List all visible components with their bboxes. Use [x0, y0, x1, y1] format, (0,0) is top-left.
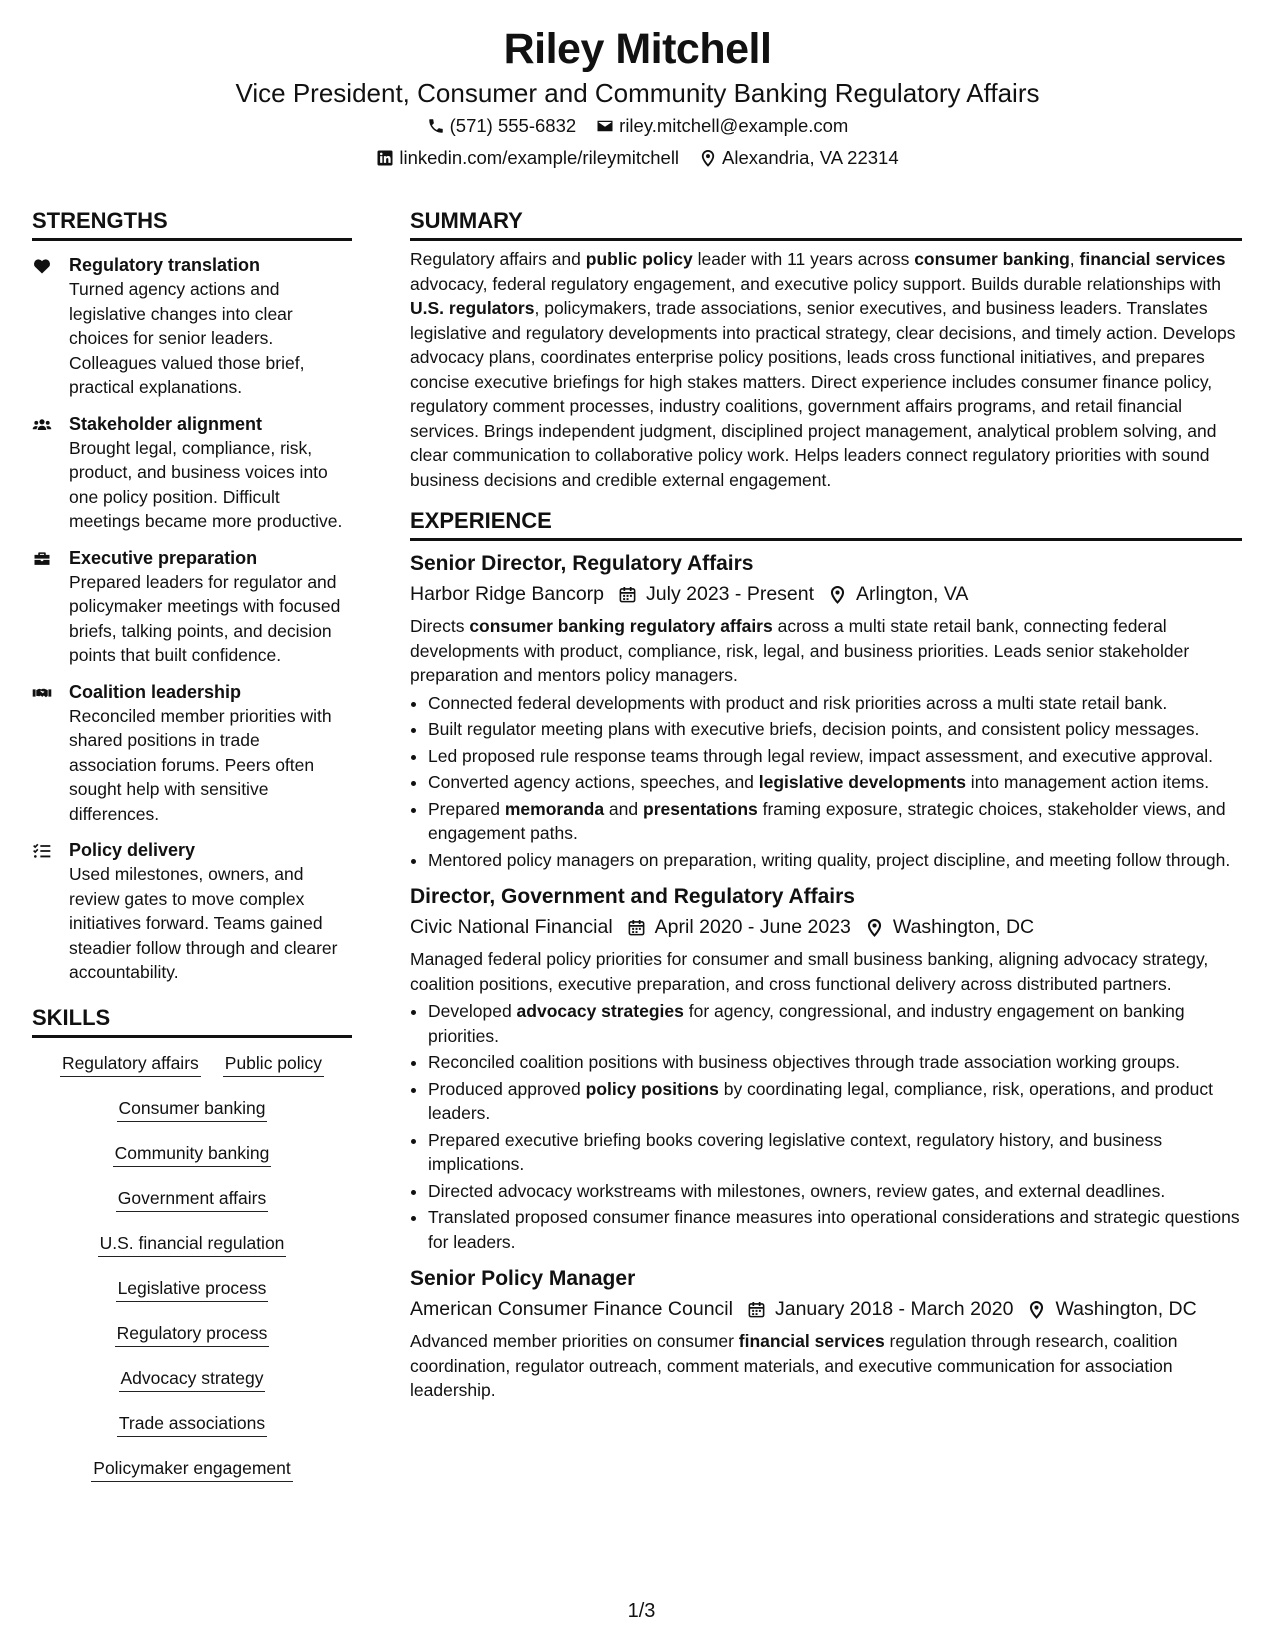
email-contact[interactable] — [596, 110, 848, 142]
strengths-list — [32, 253, 352, 985]
job-description: Directs consumer banking regulatory affairs across a multi state retail bank, connecting federal developments with product, compliance, risk, legal, and business priorities. Leads senior stakeholder preparation and mentors policy managers. — [410, 616, 1190, 685]
strength-body — [69, 412, 352, 534]
strength-description: Brought legal, compliance, risk, product, and business voices into one policy position. Difficult meetings became more productive. — [69, 437, 343, 531]
job-company: Harbor Ridge Bancorp — [410, 583, 605, 605]
job-title: Director, Government and Regulatory Affairs — [410, 885, 855, 908]
linkedin-contact[interactable] — [376, 142, 679, 174]
strength-body — [69, 546, 352, 668]
list-check-icon — [32, 838, 69, 985]
skill-tag: Policymaker engagement — [91, 1455, 292, 1482]
skill-row — [32, 1095, 352, 1140]
skill-tag: Public policy — [223, 1050, 324, 1077]
job-company: American Consumer Finance Council — [410, 1298, 733, 1320]
job-dates — [747, 1294, 1013, 1325]
job-description: Managed federal policy priorities for consumer and small business banking, aligning advocacy strategy, coalition positions, executive preparation, and cross functional delivery across distributed partners. — [410, 949, 1209, 994]
job-bullet: • Reconciled coalition positions with business objectives through trade association working groups. — [428, 1050, 1242, 1075]
strength-item — [32, 680, 352, 827]
strength-body — [69, 838, 352, 985]
job-bullets — [410, 999, 1242, 1254]
map-pin-icon — [865, 918, 884, 937]
job-location-text: Arlington, VA — [856, 583, 969, 605]
envelope-icon — [596, 117, 614, 135]
map-pin-icon — [699, 149, 717, 167]
job-bullet: • Mentored policy managers on preparation, writing quality, project discipline, and meeting follow through. — [428, 848, 1242, 873]
candidate-title: Vice President, Consumer and Community Banking Regulatory Affairs — [235, 78, 1040, 108]
job-bullet: • Translated proposed consumer finance measures into operational considerations and strategic questions for leaders. — [428, 1205, 1242, 1254]
summary-text: Regulatory affairs and public policy leader with 11 years across consumer banking, financial services advocacy, federal regulatory engagement, and executive policy support. Builds durable relationships with U.S. regulators, policymakers, trade associations, senior executives, and business leaders. Translates legislative and regulatory developments into practical strategy, clear decisions, and timely action. Develops advocacy plans, coordinates enterprise policy positions, leads cross functional initiatives, and prepares concise executive briefings for high stakes matters. Direct experience includes consumer finance policy, regulatory comment processes, industry coalitions, government affairs programs, and retail financial services. Brings independent judgment, disciplined project management, analytical problem solving, and clear communication to collaborative policy work. Helps leaders connect regulatory priorities with sound business decisions and credible external engagement. — [410, 249, 1236, 490]
candidate-name: Riley Mitchell — [503, 25, 772, 73]
linkedin-text[interactable]: linkedin.com/example/rileymitchell — [399, 147, 680, 168]
strength-description: Prepared leaders for regulator and policymaker meetings with focused briefs, talking points, and decision points that built confidence. — [69, 571, 341, 665]
job-location — [1027, 1294, 1196, 1325]
page-footer — [0, 1598, 1275, 1624]
job-location — [865, 912, 1034, 943]
skill-row — [32, 1410, 352, 1455]
calendar-icon — [627, 918, 646, 937]
strength-title: Policy delivery — [69, 840, 196, 860]
skill-row — [32, 1050, 352, 1095]
job-dates — [618, 579, 814, 610]
job-bullet: • Connected federal developments with product and risk priorities across a multi state retail bank. — [428, 691, 1242, 716]
skill-tag: Government affairs — [116, 1185, 269, 1212]
strength-description: Used milestones, owners, and review gates to move complex initiatives forward. Teams gained steadier follow through and clearer accountability. — [69, 864, 338, 982]
skill-row — [32, 1230, 352, 1275]
phone-contact — [427, 110, 577, 142]
job-bullet: • Directed advocacy workstreams with milestones, owners, review gates, and external deadlines. — [428, 1179, 1242, 1204]
job-bullet: • Prepared memoranda and presentations framing exposure, strategic choices, stakeholder views, and engagement paths. — [428, 797, 1242, 846]
skills-heading: SKILLS — [32, 1003, 352, 1038]
linkedin-icon — [376, 149, 394, 167]
job-meta — [410, 912, 1242, 943]
job-dates-text: January 2018 - March 2020 — [774, 1298, 1014, 1320]
skill-row — [32, 1140, 352, 1185]
job-bullet: • Converted agency actions, speeches, and legislative developments into management action items. — [428, 770, 1242, 795]
skills-list — [32, 1050, 352, 1500]
heart-icon — [32, 253, 69, 400]
phone-icon — [427, 117, 445, 135]
job-company: Civic National Financial — [410, 916, 613, 938]
skill-row — [32, 1320, 352, 1365]
experience-heading: EXPERIENCE — [410, 506, 1242, 541]
job-meta — [410, 1294, 1242, 1325]
skill-tag: U.S. financial regulation — [98, 1230, 287, 1257]
experience-list — [410, 549, 1242, 1403]
skill-tag: Regulatory process — [115, 1320, 270, 1347]
strength-body — [69, 680, 352, 827]
location-contact — [699, 142, 899, 174]
job-dates — [627, 912, 851, 943]
right-column — [410, 206, 1242, 1403]
phone-text: (571) 555-6832 — [449, 115, 577, 136]
strength-title: Executive preparation — [69, 547, 258, 568]
strength-body — [69, 253, 352, 400]
job-bullet: • Built regulator meeting plans with executive briefs, decision points, and consistent policy messages. — [428, 717, 1242, 742]
map-pin-icon — [828, 585, 847, 604]
strength-title: Stakeholder alignment — [69, 413, 263, 434]
job-location-text: Washington, DC — [892, 916, 1035, 938]
strength-item — [32, 253, 352, 400]
strength-item — [32, 546, 352, 668]
job-entry — [410, 549, 1242, 872]
email-text[interactable]: riley.mitchell@example.com — [619, 115, 849, 136]
strength-item — [32, 412, 352, 534]
handshake-icon — [32, 680, 69, 827]
skill-tag: Community banking — [113, 1140, 272, 1167]
strength-description: Reconciled member priorities with shared positions in trade association forums. Peers often sought help with sensitive differences. — [69, 705, 332, 824]
skill-row — [32, 1365, 352, 1410]
skill-tag: Advocacy strategy — [119, 1365, 266, 1392]
skill-tag: Trade associations — [117, 1410, 267, 1437]
resume-header — [0, 22, 1275, 174]
job-bullets — [410, 691, 1242, 873]
strength-description: Turned agency actions and legislative changes into clear choices for senior leaders. Colleagues valued those brief, practical explanations. — [69, 279, 305, 397]
skill-tag: Consumer banking — [117, 1095, 268, 1122]
job-title: Senior Policy Manager — [410, 1267, 636, 1290]
contact-row-1 — [0, 110, 1275, 142]
job-location-text: Washington, DC — [1055, 1298, 1197, 1320]
job-entry — [410, 882, 1242, 1254]
job-dates-text: April 2020 - June 2023 — [654, 916, 851, 938]
page-number: 1/3 — [627, 1600, 656, 1622]
job-bullet: • Produced approved policy positions by coordinating legal, compliance, risk, operations, and product leaders. — [428, 1077, 1242, 1126]
job-entry — [410, 1264, 1242, 1403]
strengths-heading: STRENGTHS — [32, 206, 352, 241]
skill-tag: Regulatory affairs — [60, 1050, 201, 1077]
job-location — [828, 579, 968, 610]
calendar-icon — [618, 585, 637, 604]
skill-row — [32, 1455, 352, 1500]
skill-row — [32, 1275, 352, 1320]
strength-title: Coalition leadership — [69, 681, 242, 702]
skill-tag: Legislative process — [116, 1275, 269, 1302]
job-meta — [410, 579, 1242, 610]
strength-title: Regulatory translation — [69, 255, 261, 275]
job-bullet: • Prepared executive briefing books covering legislative context, regulatory history, and business implications. — [428, 1128, 1242, 1177]
location-text: Alexandria, VA 22314 — [722, 147, 899, 168]
briefcase-icon — [32, 546, 69, 668]
left-column — [32, 206, 352, 1500]
skill-row — [32, 1185, 352, 1230]
job-description: Advanced member priorities on consumer financial services regulation through research, coalition coordination, regulator outreach, comment materials, and executive communication for association leadership. — [410, 1331, 1178, 1400]
job-title: Senior Director, Regulatory Affairs — [410, 552, 754, 575]
strength-item — [32, 838, 352, 985]
job-bullet: • Led proposed rule response teams through legal review, impact assessment, and executive approval. — [428, 744, 1242, 769]
job-bullet: • Developed advocacy strategies for agency, congressional, and industry engagement on banking priorities. — [428, 999, 1242, 1048]
people-group-icon — [32, 412, 69, 534]
contact-row-2 — [0, 142, 1275, 174]
summary-heading: SUMMARY — [410, 206, 1242, 241]
calendar-icon — [747, 1300, 766, 1319]
map-pin-icon — [1027, 1300, 1046, 1319]
job-dates-text: July 2023 - Present — [646, 583, 815, 605]
